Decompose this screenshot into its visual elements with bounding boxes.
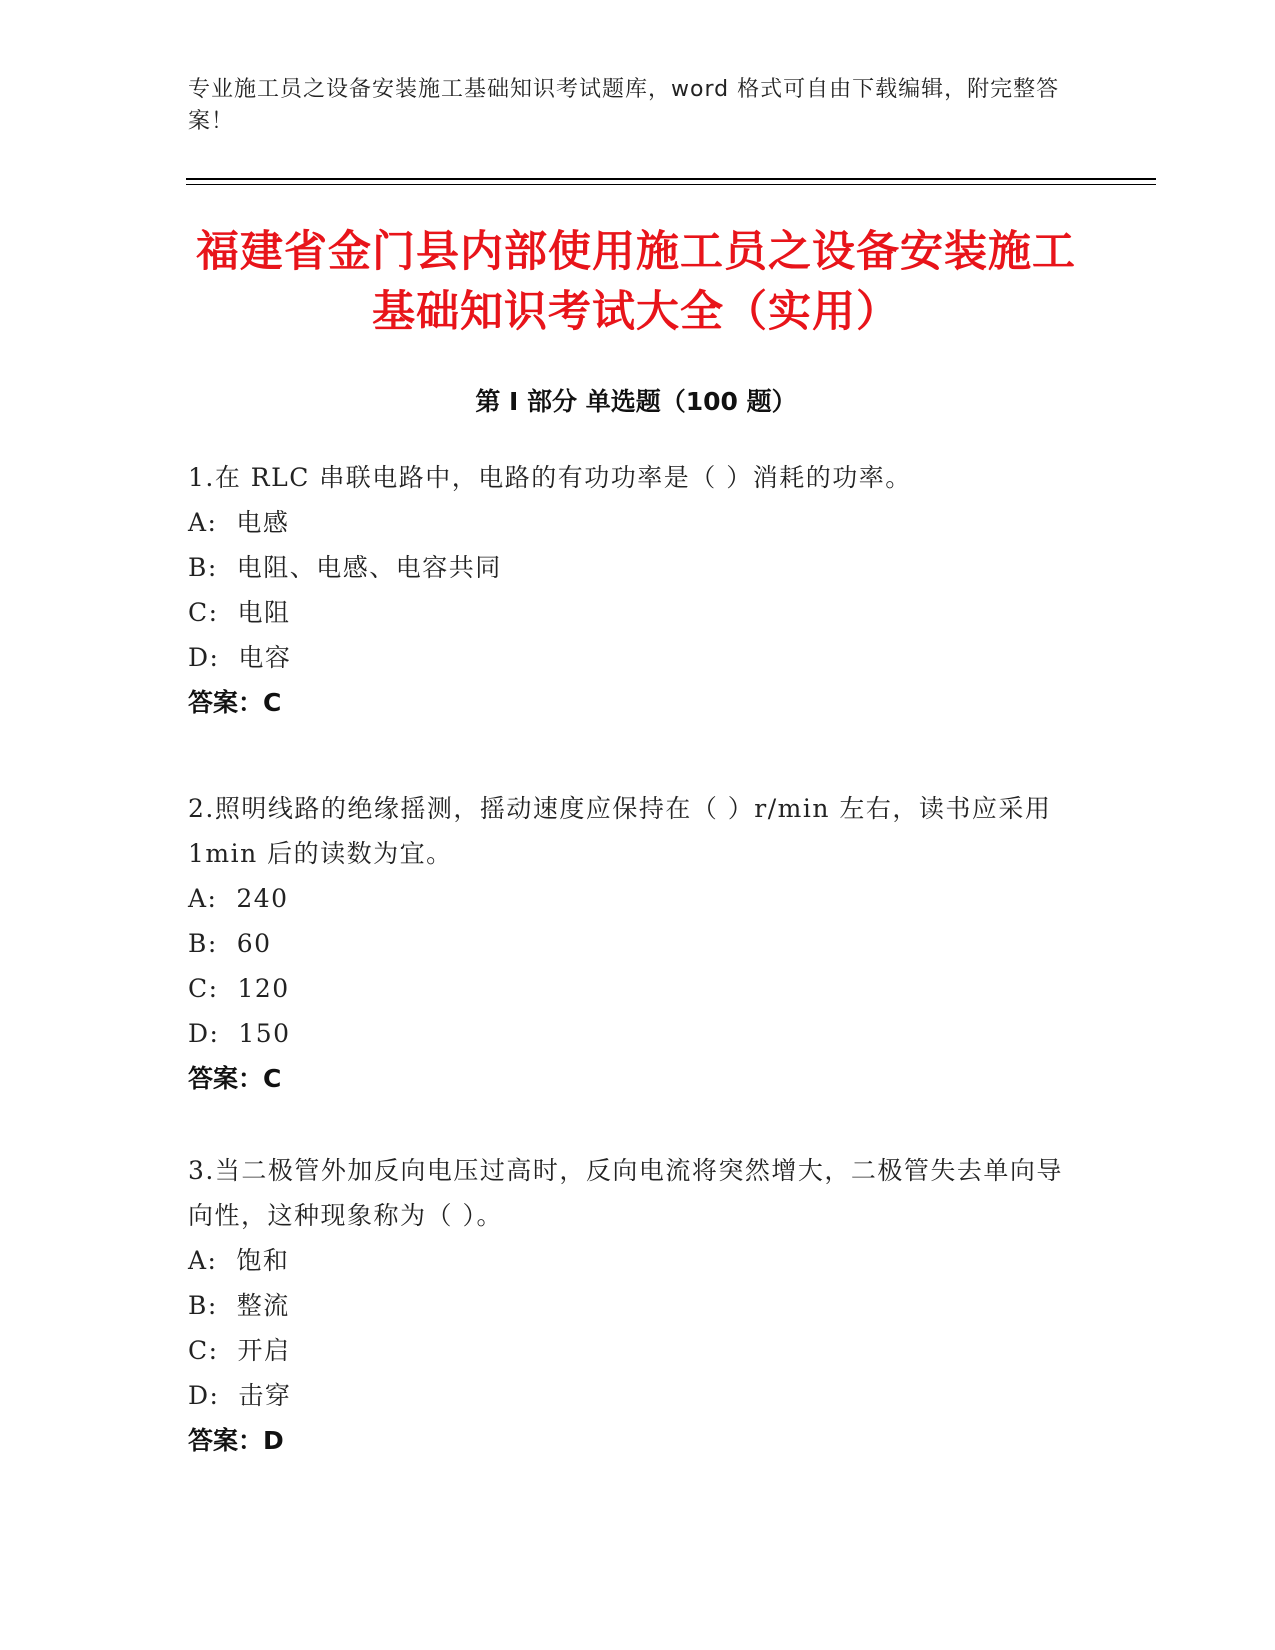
answer-line: 答案：C — [188, 1064, 282, 1093]
answer-line: 答案：D — [188, 1426, 284, 1455]
option-c: C: 开启 — [188, 1336, 291, 1365]
document-title: 福建省金门县内部使用施工员之设备安装施工基础知识考试大全（实用） — [196, 227, 1076, 337]
question-stem: 3.当二极管外加反向电压过高时，反向电流将突然增大，二极管失去单向导向性，这种现象称为（ ）。 — [188, 1156, 1063, 1230]
option-a: A: 饱和 — [188, 1246, 290, 1275]
header-note: 专业施工员之设备安装施工基础知识考试题库，word 格式可自由下载编辑，附完整答案！ — [188, 77, 1060, 134]
option-c: C: 120 — [188, 974, 290, 1003]
question-3 — [188, 1148, 1068, 1463]
option-b: B: 整流 — [188, 1291, 290, 1320]
question-1 — [188, 455, 1068, 725]
option-c: C: 电阻 — [188, 598, 291, 627]
option-b: B: 60 — [188, 929, 272, 958]
option-a: A: 240 — [188, 884, 289, 913]
option-d: D: 150 — [188, 1019, 291, 1048]
header-divider-thin — [186, 184, 1156, 185]
option-d: D: 电容 — [188, 643, 292, 672]
question-stem: 2.照明线路的绝缘摇测，摇动速度应保持在（ ）r/min 左右，读书应采用 1min 后的读数为宜。 — [188, 794, 1052, 868]
header-divider-thick — [186, 178, 1156, 180]
question-2 — [188, 786, 1068, 1101]
option-b: B: 电阻、电感、电容共同 — [188, 553, 502, 582]
answer-line: 答案：C — [188, 688, 282, 717]
option-a: A: 电感 — [188, 508, 290, 537]
section-heading: 第 I 部分 单选题（100 题） — [475, 387, 797, 416]
option-d: D: 击穿 — [188, 1381, 292, 1410]
question-stem: 1.在 RLC 串联电路中，电路的有功功率是（ ）消耗的功率。 — [188, 463, 912, 492]
